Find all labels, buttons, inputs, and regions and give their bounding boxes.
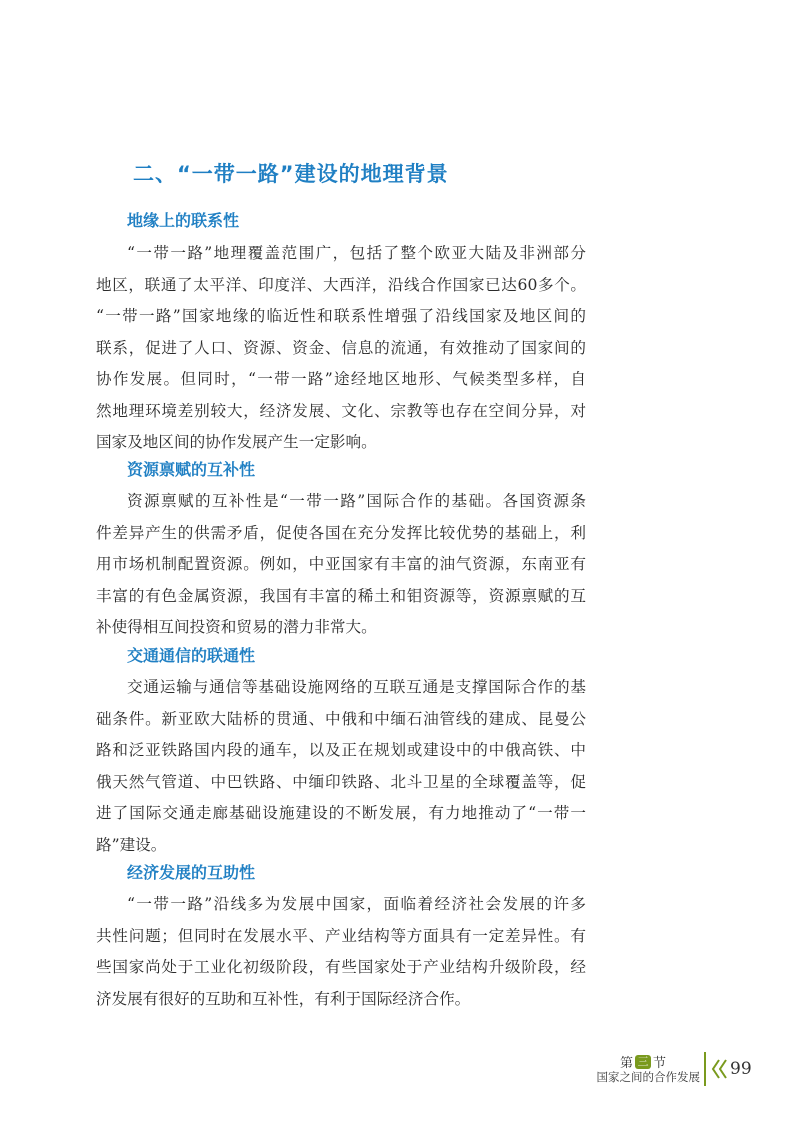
paragraph-line: 用市场机制配置资源。例如，中亚国家有丰富的油气资源，东南亚有 [96, 555, 586, 573]
paragraph-line: 交通运输与通信等基础设施网络的互联互通是支撑国际合作的基 [127, 678, 586, 696]
paragraph-transport-connectivity [96, 672, 586, 861]
paragraph-line: 济发展有很好的互助和互补性，有利于国际经济合作。 [96, 989, 471, 1008]
double-chevron-left-icon [711, 1058, 729, 1080]
footer-divider [704, 1052, 706, 1086]
subheading-economic-mutual-aid: 经济发展的互助性 [127, 863, 256, 882]
paragraph-line: “一带一路”地理覆盖范围广，包括了整个欧亚大陆及非洲部分 [127, 244, 586, 262]
chapter-prefix: 第 [619, 1056, 633, 1071]
paragraph-economic-mutual-aid [96, 889, 586, 1015]
page-footer [596, 1052, 760, 1092]
paragraph-line: 协作发展。但同时，“一带一路”途经地区地形、气候类型多样，自 [96, 370, 586, 388]
paragraph-line: 础条件。新亚欧大陆桥的贯通、中俄和中缅石油管线的建成、昆曼公 [96, 709, 586, 728]
section-title: 二、“一带一路”建设的地理背景 [133, 162, 449, 186]
page-number: 99 [730, 1059, 752, 1079]
paragraph-line: 共性问题；但同时在发展水平、产业结构等方面具有一定差异性。有 [96, 926, 586, 945]
paragraph-line: 国家及地区间的协作发展产生一定影响。 [96, 433, 377, 451]
paragraph-line: 些国家尚处于工业化初级阶段，有些国家处于产业结构升级阶段，经 [96, 958, 586, 976]
paragraph-line: “一带一路”国家地缘的临近性和联系性增强了沿线国家及地区间的 [96, 307, 586, 325]
paragraph-resource-complementarity [96, 486, 586, 644]
chapter-suffix: 节 [652, 1056, 666, 1071]
paragraph-line: 联系，促进了人口、资源、资金、信息的流通，有效推动了国家间的 [96, 338, 586, 357]
paragraph-line: “一带一路”沿线多为发展中国家，面临着经济社会发展的许多 [127, 895, 586, 913]
paragraph-line: 地区，联通了太平洋、印度洋、大西洋，沿线合作国家已达60多个。 [96, 275, 586, 294]
paragraph-line: 然地理环境差别较大，经济发展、文化、宗教等也存在空间分异，对 [96, 401, 586, 420]
paragraph-line: 资源禀赋的互补性是“一带一路”国际合作的基础。各国资源条 [127, 492, 586, 510]
subheading-transport-connectivity: 交通通信的联通性 [127, 646, 256, 665]
paragraph-geographic-linkage [96, 238, 586, 459]
paragraph-line: 路”建设。 [96, 835, 167, 854]
subheading-resource-complementarity: 资源禀赋的互补性 [127, 460, 256, 479]
paragraph-line: 补使得相互间投资和贸易的潜力非常大。 [96, 618, 377, 636]
subheading-geographic-linkage: 地缘上的联系性 [127, 211, 240, 230]
paragraph-line: 丰富的有色金属资源，我国有丰富的稀土和钼资源等，资源禀赋的互 [96, 586, 586, 605]
paragraph-line: 俄天然气管道、中巴铁路、中缅印铁路、北斗卫星的全球覆盖等，促 [96, 772, 586, 791]
chapter-number-badge: 三 [635, 1055, 651, 1069]
paragraph-line: 件差异产生的供需矛盾，促使各国在充分发挥比较优势的基础上，利 [96, 523, 586, 542]
paragraph-line: 路和泛亚铁路国内段的通车，以及正在规划或建设中的中俄高铁、中 [96, 741, 586, 759]
paragraph-line: 进了国际交通走廊基础设施建设的不断发展，有力地推动了“一带一 [96, 804, 586, 822]
chapter-title: 国家之间的合作发展 [596, 1070, 700, 1084]
